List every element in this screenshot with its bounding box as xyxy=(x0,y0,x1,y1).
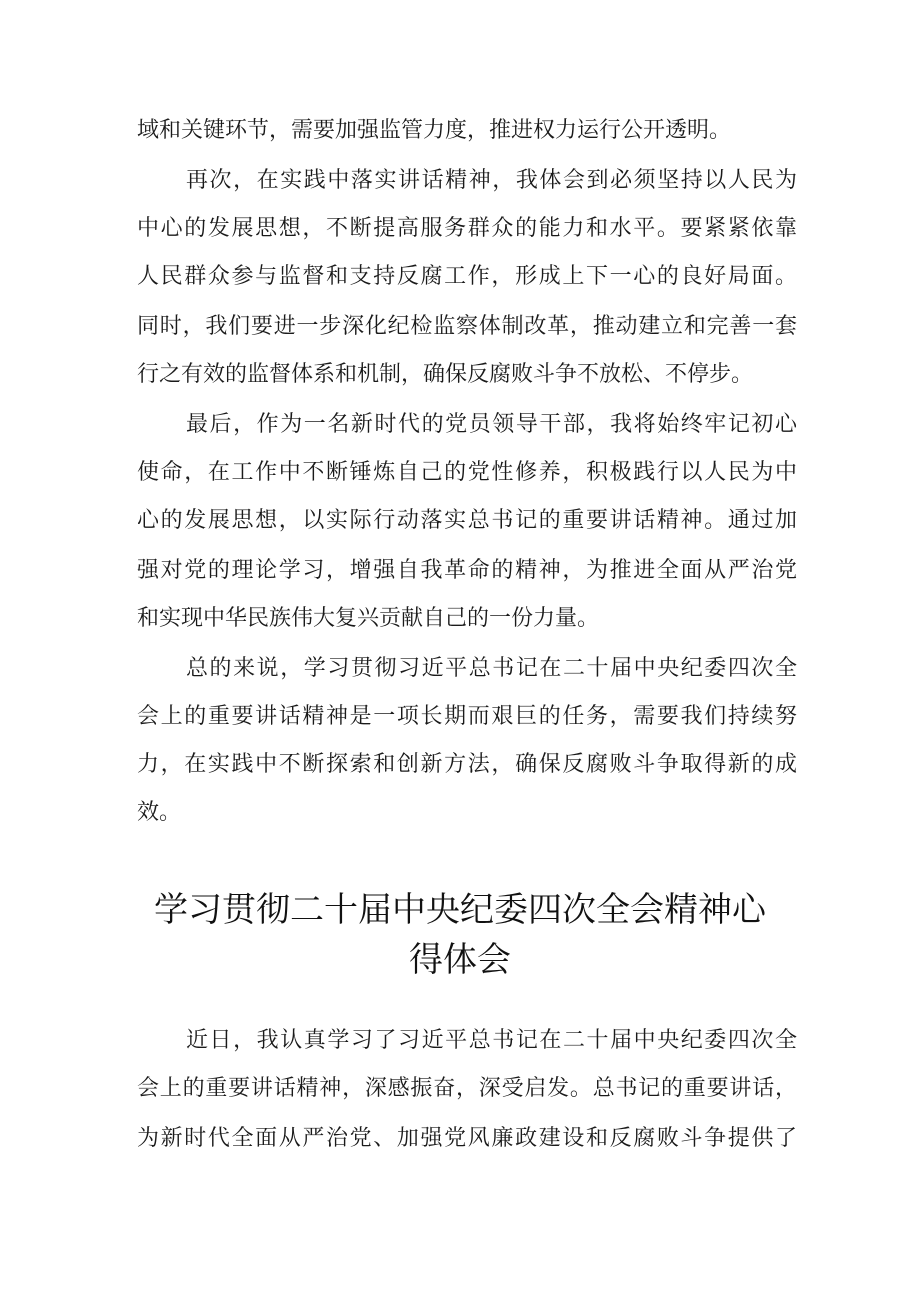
paragraph-line: 强对党的理论学习，增强自我革命的精神，为推进全面从严治党 xyxy=(137,558,797,583)
paragraph-line: 会上的重要讲话精神是一项长期而艰巨的任务，需要我们持续努 xyxy=(137,704,797,729)
paragraph-line: 力，在实践中不断探索和创新方法，确保反腐败斗争取得新的成 xyxy=(137,752,797,777)
paragraph-line: 行之有效的监督体系和机制，确保反腐败斗争不放松、不停步。 xyxy=(137,362,754,387)
paragraph-line: 会上的重要讲话精神，深感振奋，深受启发。总书记的重要讲话， xyxy=(137,1076,797,1101)
paragraph-line: 同时，我们要进一步深化纪检监察体制改革，推动建立和完善一套 xyxy=(137,314,797,339)
paragraph-line: 和实现中华民族伟大复兴贡献自己的一份力量。 xyxy=(137,606,600,631)
paragraph-line: 效。 xyxy=(137,800,182,825)
paragraph-line: 人民群众参与监督和支持反腐工作，形成上下一心的良好局面。 xyxy=(137,264,797,289)
paragraph-line: 域和关键环节，需要加强监管力度，推进权力运行公开透明。 xyxy=(137,118,732,143)
section-title: 学习贯彻二十届中央纪委四次全会精神心 xyxy=(154,890,766,930)
paragraph-line: 再次，在实践中落实讲话精神，我体会到必须坚持以人民为 xyxy=(186,168,797,193)
paragraph-line: 中心的发展思想，不断提高服务群众的能力和水平。要紧紧依靠 xyxy=(137,216,797,241)
paragraph-line: 最后，作为一名新时代的党员领导干部，我将始终牢记初心 xyxy=(186,412,797,437)
paragraph-line: 使命，在工作中不断锤炼自己的党性修养，积极践行以人民为中 xyxy=(137,460,797,485)
paragraph-line: 心的发展思想，以实际行动落实总书记的重要讲话精神。通过加 xyxy=(137,508,797,533)
paragraph-line: 近日，我认真学习了习近平总书记在二十届中央纪委四次全 xyxy=(186,1028,797,1053)
paragraph-line: 为新时代全面从严治党、加强党风廉政建设和反腐败斗争提供了 xyxy=(137,1126,797,1151)
section-title-continued: 得体会 xyxy=(409,940,511,980)
paragraph-line: 总的来说，学习贯彻习近平总书记在二十届中央纪委四次全 xyxy=(186,656,797,681)
